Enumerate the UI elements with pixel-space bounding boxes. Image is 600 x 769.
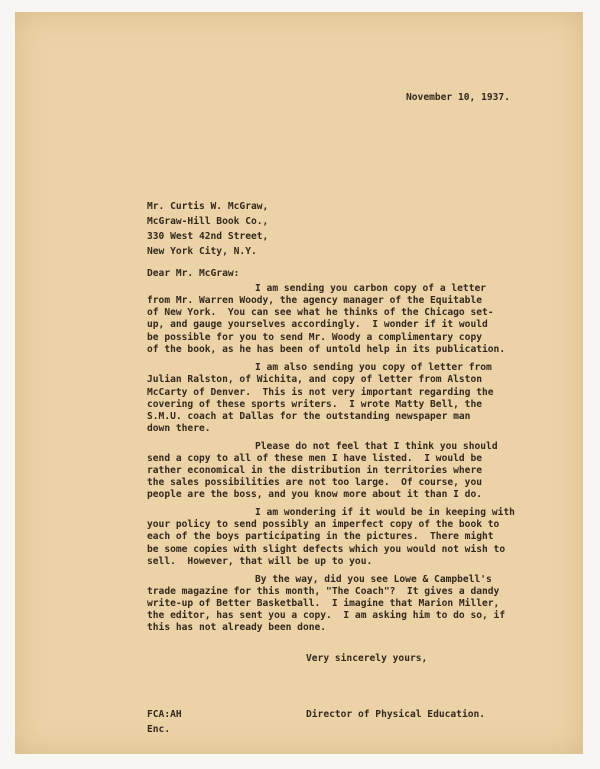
typist-initials: FCA:AH — [147, 709, 182, 720]
address-line-3: 330 West 42nd Street, — [147, 231, 269, 242]
paragraph-2-line-4: covering of these sports writers. I wrote Matty Bell, the — [147, 398, 483, 410]
paragraph-1-line-2: from Mr. Warren Woody, the agency manager of the Equitable — [147, 295, 483, 307]
paragraph-4-line-3: each of the boys participating in the pictures. There might — [147, 531, 494, 543]
paragraph-3-line-5: people are the boss, and you know more about it than I do. — [147, 489, 483, 501]
paragraph-3-line-2: send a copy to all of these men I have listed. I would be — [147, 452, 483, 464]
paragraph-2-line-6: down there. — [147, 423, 211, 434]
paragraph-3-line-4: the sales possibilities are not too large. Of course, you — [147, 477, 483, 489]
paragraph-2-line-5: S.M.U. coach at Dallas for the outstanding newspaper man — [147, 410, 471, 422]
paragraph-1-line-3: of New York. You can see what he thinks of the Chicago set- — [147, 307, 494, 319]
letter-date: November 10, 1937. — [406, 92, 510, 103]
signature-title: Director of Physical Education. — [306, 709, 486, 720]
salutation: Dear Mr. McGraw: — [147, 268, 240, 279]
paragraph-3-line-3: rather economical in the distribution in territories where — [147, 465, 483, 476]
paragraph-5-line-5: this has not already been done. — [147, 622, 327, 633]
paragraph-1-line-6: of the book, as he has been of untold help in its publication. — [147, 343, 506, 355]
paragraph-2-line-2: Julian Ralston, of Wichita, and copy of letter from Alston — [147, 374, 483, 386]
paragraph-4-line-2: your policy to send possibly an imperfect copy of the book to — [147, 519, 500, 531]
paragraph-4-line-4: be some copies with slight defects which you would not wish to — [147, 543, 506, 555]
paragraph-2-line-3: McCarty of Denver. This is not very important regarding the — [147, 386, 494, 398]
paragraph-4-line-5: sell. However, that will be up to you. — [147, 555, 373, 567]
paragraph-3-line-1: Please do not feel that I think you should — [255, 440, 498, 452]
paragraph-5-line-3: write-up of Better Basketball. I imagine that Marion Miller, — [147, 597, 500, 609]
address-line-2: McGraw-Hill Book Co., — [147, 216, 269, 227]
paragraph-5-line-2: trade magazine for this month, "The Coach"? It gives a dandy — [147, 585, 500, 597]
paragraph-1-line-5: be possible for you to send Mr. Woody a complimentary copy — [147, 331, 483, 343]
enclosure-note: Enc. — [147, 724, 171, 735]
paragraph-4-line-1: I am wondering if it would be in keeping with — [255, 507, 515, 519]
paragraph-1-line-4: up, and gauge yourselves accordingly. I wonder if it would — [147, 319, 488, 331]
paragraph-1-line-1: I am sending you carbon copy of a letter — [255, 283, 487, 294]
paragraph-2-line-1: I am also sending you copy of letter from — [255, 362, 492, 374]
paragraph-5-line-1: By the way, did you see Lowe & Campbell's — [255, 573, 492, 585]
address-line-1: Mr. Curtis W. McGraw, — [147, 201, 269, 212]
closing: Very sincerely yours, — [306, 653, 428, 664]
paragraph-5-line-4: the editor, has sent you a copy. I am asking him to do so, if — [147, 609, 506, 621]
address-line-4: New York City, N.Y. — [147, 246, 257, 257]
